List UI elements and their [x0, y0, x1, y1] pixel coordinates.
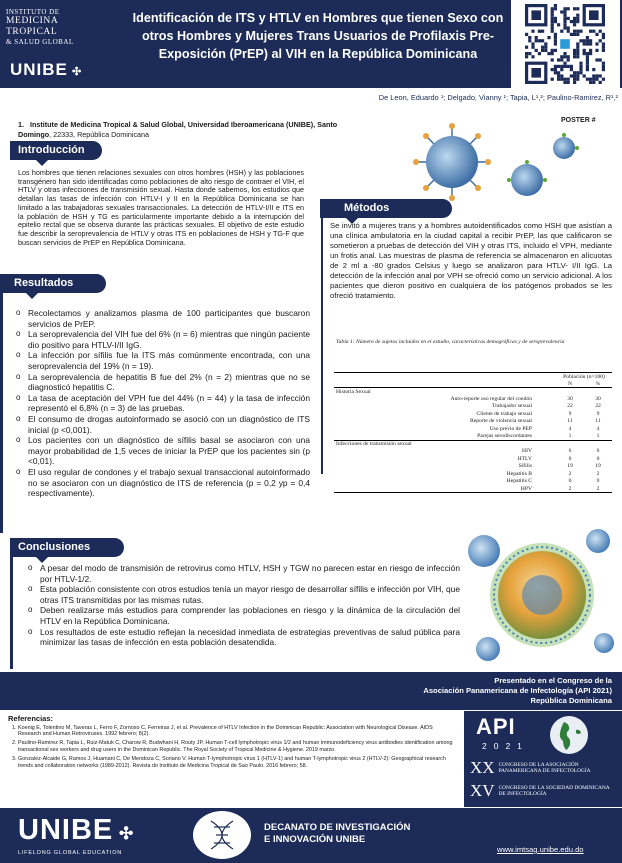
table-cell-pct: 0 — [596, 478, 600, 485]
table-row-label: Sífilis — [518, 463, 532, 470]
table-cell-n: 2 — [556, 485, 584, 493]
decanato-label — [264, 822, 410, 846]
table-row-label: Hepatitis B — [506, 470, 532, 477]
qr-code-icon[interactable] — [511, 0, 620, 88]
introduccion-text: Los hombres que tienen relaciones sexuales con otros hombres (HSH) y las poblaciones transgénero han sido identificadas como poblaciones de alto riesgo de contraer el VIH, el HTLV y otras infecciones de transmisión sexual. Hasta donde sabemos, los estudios que detallan las tasas de infección con HTLV-I y II en la República Dominicana se han limitado a las trabajadoras sexuales transaccionales. La detección de HTLV-I/II e ITS en la población de HSH y TG es particularmente importante debido a la interrupción del epitelio rectal que se observa durante las prácticas sexuales. El objetivo de este estudio fue describir la seroprevalencia de HTLV y otras ITS en poblaciones de HSH y TG-F que buscan servicios de PrEP en República Dominicana. — [18, 168, 304, 247]
table-row — [334, 403, 612, 411]
table-row — [334, 388, 612, 396]
reference-item: 1. Koenig E, Tolentino M, Taveras L, Ferro F, Zornoso C, Ferreiras J, et al. Prevalence of HTLV Infection in the Dominican Republic: Association with Neurological Disease. AIDS Research and Human Retroviruses. 1992 febrero; 8(2). — [18, 725, 454, 738]
affiliation — [18, 120, 358, 140]
table-cell-pct: 30 — [595, 395, 601, 402]
table-cell-n: 0 — [568, 478, 572, 485]
api-title: API — [476, 714, 516, 739]
reference-item: 3. Gonzalez-Alcaide G, Ramos J, Huamani C, De Mendoza C, Soriano V. Human T-lymphotropic virus 1 (HTLV-1) and human T-lymphotropic virus 2 (HTLV-2): Geographical research trends and collaboration networks (1989-2012). Revista do Instituto de Medicina Tropical de Sao Paulo. 2016 febrero; 58. — [18, 756, 454, 769]
api-congress-2: XV CONGRESO DE LA SOCIEDAD DOMINICANA DE INFECTOLOGÍA — [470, 781, 610, 800]
resultados-item: o La seroprevalencia del VIH fue del 6% (n = 6) mientras que ningún paciente dio positivo para HTLV-I/II IgG. — [14, 329, 310, 350]
authors: De Leon, Eduardo ¹; Delgado, Vianny ¹; Tapia, L¹,²; Paulino-Ramirez, R¹,² — [378, 93, 618, 102]
table-cell-pct: 2 — [584, 485, 612, 493]
logo-line2: MEDICINA — [6, 16, 59, 26]
table-cell-pct: 4 — [596, 425, 600, 432]
table-cell-empty — [584, 388, 612, 396]
presented-line3: República Dominicana — [530, 696, 612, 705]
resultados-item: o La infección por sífilis fue la ITS más comúnmente encontrada, con una seroprevalencia del 19% (n = 19). — [14, 350, 310, 371]
table-row — [334, 463, 612, 471]
resultados-item: o Recolectamos y analizamos plasma de 100 participantes que buscaron servicios de PrEP. — [14, 308, 310, 329]
table-row — [334, 448, 612, 456]
section-conclusiones: Conclusiones — [10, 538, 124, 557]
table-cell-pct: 2 — [596, 470, 600, 477]
section-introduccion: Introducción — [10, 141, 102, 160]
api-congress-1: XX CONGRESO DE LA ASOCIACIÓN PANAMERICANA DE INFECTOLOGÍA — [470, 758, 591, 777]
resultados-item: o Los pacientes con un diagnóstico de sífilis basal se asociaron con una mayor probabilidad de 1,5 veces de iniciar la PrEP que los pacientes sin (p <0,01). — [14, 435, 310, 467]
table-row — [334, 433, 612, 441]
table-row-label: Trabajador sexual — [491, 403, 532, 410]
table-cell-n: 0 — [568, 455, 572, 462]
table-row-label: Cliente de trabajo sexual — [476, 410, 532, 417]
table-cell-pct: 19 — [595, 463, 601, 470]
resultados-list — [14, 308, 310, 499]
table-population-header: Población (n=100) — [556, 373, 612, 381]
table-cell-n: 9 — [568, 410, 572, 417]
references-title: Referencias: — [8, 714, 54, 723]
table-row-label: Uso previo de PEP — [489, 425, 532, 432]
metodos-text: Se invitó a mujeres trans y a hombres autoidentificados como HSH que asistían a una clínica ambulatoria en la ciudad capital a recibir PrEP, las que calificaron se sometieron a pruebas de detección del VIH y otras ITS, incluido el VPH, mediante un frotis anal. Las muestras de plasma de referencia se almacenaron en alícuotas de 2 ml a -80 grados Celsius y luego se analizaron para HTLV- I/II IgG. La detección de la infección anal por VPH se ofreció como un servicio adicional. A los pacientes que dieron positivo en cualquiera de los patógenos probados se les ofreció tratamiento. — [330, 221, 612, 300]
table-row-label: HTLV — [517, 455, 532, 462]
table-group-label: Historia Sexual — [336, 388, 371, 395]
table-row-label: HIV — [522, 448, 532, 455]
conclusiones-item: o Los resultados de este estudio reflejan la necesidad inmediata de estrategias preventivas de salud pública para minimizar las tasas de infección en esta población desatendida. — [26, 627, 460, 648]
table-cell-pct: 6 — [596, 448, 600, 455]
table-cell-n: 4 — [568, 425, 572, 432]
logo-line4: & SALUD GLOBAL — [6, 38, 74, 46]
table-cell-n: 22 — [567, 403, 573, 410]
logo-line3: TROPICAL — [6, 27, 58, 37]
results-table — [334, 372, 612, 493]
logo-brand: UNIBE ✣ — [10, 60, 83, 79]
table-col-pct: % — [584, 380, 612, 388]
emblem-icon — [193, 811, 251, 859]
table-group-label: Infecciones de transmisión sexual — [334, 440, 556, 448]
poster-number-label: POSTER # — [561, 117, 596, 124]
table-cell-n: 2 — [568, 470, 572, 477]
resultados-item: o El uso regular de condones y el trabajo sexual transaccional autoinformado no se asociaron con un diagnóstico de ITS de referencia (p = 0,2 yp = 0,4 respectivamente). — [14, 467, 310, 499]
references — [0, 712, 462, 772]
footer-url-link[interactable]: www.imtsag.unibe.edu.do — [497, 845, 584, 854]
conclusiones-bar — [10, 557, 13, 669]
footer — [0, 808, 622, 863]
imtsg-logo — [6, 8, 98, 80]
reference-item: 2. Paulino-Ramirez R, Tapia L, Ruiz-Matuk C, Charow R, Budwhani H, Routy JP. Human T-cell lymphotropic virus 1/2 and human immunodeficiency virus antibodies identification among transactional sex workers and drug users in the Dominican Republic. The Royal Society of Tropical Medicine & Hygiene. 2019 marzo. — [18, 740, 454, 753]
virus-illustration — [392, 122, 588, 204]
resultados-bar — [0, 293, 3, 533]
table-cell-n: 11 — [567, 418, 573, 425]
resultados-item: o La seroprevalencia de hepatitis B fue del 2% (n = 2) mientras que no se diagnosticó hepatitis C. — [14, 372, 310, 393]
table-cell-pct: 22 — [595, 403, 601, 410]
api-congress-logo — [464, 711, 622, 807]
table-cell-pct: 11 — [595, 418, 601, 425]
affiliation-institution: Institute de Medicina Tropical & Salud Global, Universidad Iberoamericana (UNIBE), Santo Domingo — [18, 120, 338, 139]
references-list — [8, 725, 454, 770]
footer-brand: UNIBE ✣ — [18, 814, 135, 846]
resultados-item: o El consumo de drogas autoinformado se asoció con un diagnóstico de ITS inicial (p <0,001). — [14, 414, 310, 435]
table-cell-empty — [584, 440, 612, 448]
table-cell-empty — [556, 388, 584, 396]
table-row — [334, 395, 612, 403]
table-cell-n: 30 — [567, 395, 573, 402]
table-row — [334, 380, 612, 388]
table-row — [334, 373, 612, 381]
table-row-label: HPV — [334, 485, 556, 493]
table-row-label: Parejas serodiscordantes — [477, 433, 532, 439]
section-resultados: Resultados — [0, 274, 106, 293]
table-row — [334, 410, 612, 418]
table-cell-n: 6 — [568, 448, 572, 455]
virus-cluster-illustration — [462, 517, 620, 667]
table-cell-empty — [556, 440, 584, 448]
table-col-n: N — [556, 380, 584, 388]
table-row — [334, 485, 612, 493]
table-row-label: Reporte de violencia sexual — [470, 418, 532, 425]
presented-line2: Asociación Panamericana de Infectología (API 2021) — [423, 686, 612, 695]
decanato-line1: DECANATO DE INVESTIGACIÓN — [264, 822, 411, 833]
table-cell-empty — [334, 380, 556, 388]
conclusiones-list — [26, 563, 460, 648]
table-caption: Tabla 1: Número de sujetos incluidos en el estudio, características demográficas y de seroprevalencia — [336, 339, 565, 345]
table-cell-pct: 9 — [596, 410, 600, 417]
conclusiones-item: o Esta población consistente con otros estudios tenía un mayor riesgo de desarrollar sífilis e infección por VIH, que otras ITS transmitidas por las mismas rutas. — [26, 584, 460, 605]
decanato-line2: E INNOVACIÓN UNIBE — [264, 834, 366, 845]
logo-line1: INSTITUTO DE — [6, 8, 60, 16]
conclusiones-item: o A pesar del modo de transmisión de retrovirus como HTLV, HSH y TGW no parecen estar en riesgo de infección por HTLV-1/2. — [26, 563, 460, 584]
table-cell-pct: 1 — [596, 433, 600, 439]
table-row — [334, 470, 612, 478]
table-row-label: Auto-reporte uso regular del condón — [450, 395, 532, 402]
section-metodos: Métodos — [320, 199, 452, 218]
header — [0, 0, 622, 88]
table-row — [334, 440, 612, 448]
table-cell-empty — [334, 373, 556, 381]
table-row — [334, 455, 612, 463]
presented-line1: Presentado en el Congreso de la — [494, 676, 612, 685]
table-cell-pct: 0 — [596, 455, 600, 462]
table-row — [334, 478, 612, 486]
presented-banner — [0, 672, 622, 710]
conclusiones-item: o Deben realizarse más estudios para comprender las poblaciones en riesgo y la dinámica de la circulación del HTLV en la República Dominicana. — [26, 605, 460, 626]
api-year: 2021 — [482, 741, 529, 751]
table-row-label: Hepatitis C — [506, 478, 532, 485]
table-row — [334, 425, 612, 433]
globe-icon — [550, 716, 588, 754]
affiliation-address: , 22333, República Dominicana — [49, 130, 150, 139]
resultados-item: o La tasa de aceptación del VPH fue del 44% (n = 44) y la tasa de infección representó el 6,8% (n = 3) de las pruebas. — [14, 393, 310, 414]
table-cell-n: 19 — [567, 463, 573, 470]
table-cell-n: 1 — [568, 433, 572, 439]
footer-tagline: LIFELONG GLOBAL EDUCATION — [18, 850, 123, 856]
table-row — [334, 418, 612, 426]
affiliation-number: 1. — [18, 120, 24, 129]
poster-title: Identificación de ITS y HTLV en Hombres que tienen Sexo con otros Hombres y Mujeres Trans Usuarios de Profilaxis Pre-Exposición (PrEP) al VIH en la República Dominicana — [132, 11, 504, 61]
